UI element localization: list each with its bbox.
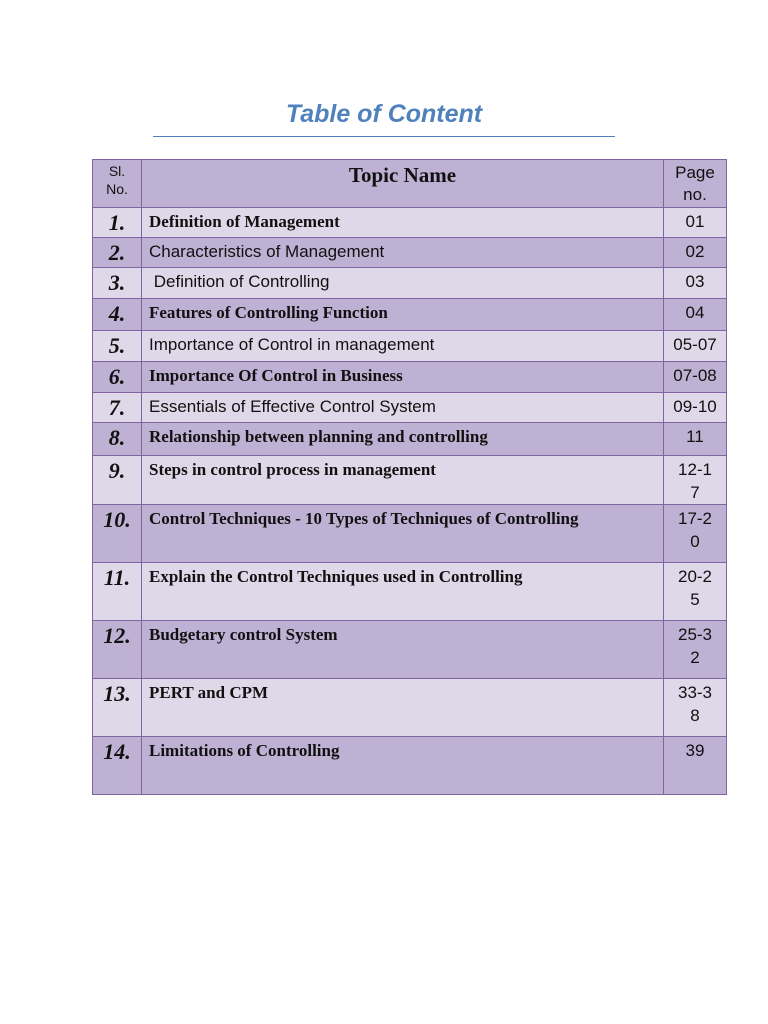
table-row bbox=[93, 393, 727, 423]
page-number: 11 bbox=[664, 423, 727, 456]
topic-name: Definition of Management bbox=[142, 208, 664, 238]
serial-number: 3. bbox=[93, 268, 142, 299]
topic-name: Characteristics of Management bbox=[142, 238, 664, 268]
table-row bbox=[93, 737, 727, 795]
table-row bbox=[93, 563, 727, 621]
serial-number: 5. bbox=[93, 331, 142, 362]
page-number: 05-07 bbox=[664, 331, 727, 362]
topic-name: Features of Controlling Function bbox=[142, 299, 664, 331]
topic-name: PERT and CPM bbox=[142, 679, 664, 737]
table-row bbox=[93, 331, 727, 362]
header-page-line2: no. bbox=[683, 185, 707, 204]
table-row bbox=[93, 268, 727, 299]
table-row bbox=[93, 423, 727, 456]
page-number: 02 bbox=[664, 238, 727, 268]
header-sl-line2: No. bbox=[106, 181, 128, 197]
serial-number: 13. bbox=[93, 679, 142, 737]
page-number: 03 bbox=[664, 268, 727, 299]
table-row bbox=[93, 362, 727, 393]
serial-number: 2. bbox=[93, 238, 142, 268]
serial-number: 8. bbox=[93, 423, 142, 456]
table-row bbox=[93, 208, 727, 238]
serial-number: 9. bbox=[93, 456, 142, 505]
table-row bbox=[93, 505, 727, 563]
header-sl-line1: Sl. bbox=[108, 163, 126, 179]
page-number: 09-10 bbox=[664, 393, 727, 423]
header-page-line1: Page bbox=[675, 163, 715, 182]
table-row bbox=[93, 456, 727, 505]
serial-number: 7. bbox=[93, 393, 142, 423]
topic-name: Control Techniques - 10 Types of Techniques of Controlling bbox=[142, 505, 664, 563]
topic-name: Importance Of Control in Business bbox=[142, 362, 664, 393]
topic-name: Relationship between planning and controlling bbox=[142, 423, 664, 456]
table-header-row bbox=[93, 160, 727, 208]
page-number: 33-38 bbox=[664, 679, 727, 737]
page-number: 20-25 bbox=[664, 563, 727, 621]
serial-number: 1. bbox=[93, 208, 142, 238]
page-number: 01 bbox=[664, 208, 727, 238]
page-number: 25-32 bbox=[664, 621, 727, 679]
page-number: 12-17 bbox=[664, 456, 727, 505]
topic-name: Limitations of Controlling bbox=[142, 737, 664, 795]
header-sl-cell bbox=[93, 160, 142, 208]
header-page-cell bbox=[664, 160, 727, 208]
serial-number: 11. bbox=[93, 563, 142, 621]
document-title: Table of Content bbox=[285, 100, 483, 128]
serial-number: 12. bbox=[93, 621, 142, 679]
table-row bbox=[93, 299, 727, 331]
topic-name: Budgetary control System bbox=[142, 621, 664, 679]
table-of-contents bbox=[92, 159, 727, 795]
page-number: 04 bbox=[664, 299, 727, 331]
serial-number: 4. bbox=[93, 299, 142, 331]
page-number: 17-20 bbox=[664, 505, 727, 563]
header-topic: Topic Name bbox=[348, 163, 457, 187]
serial-number: 6. bbox=[93, 362, 142, 393]
topic-name: Definition of Controlling bbox=[142, 268, 664, 299]
serial-number: 14. bbox=[93, 737, 142, 795]
page-number: 07-08 bbox=[664, 362, 727, 393]
topic-name: Explain the Control Techniques used in Controlling bbox=[142, 563, 664, 621]
topic-name: Importance of Control in management bbox=[142, 331, 664, 362]
header-topic-cell bbox=[142, 160, 664, 208]
title-underline bbox=[153, 136, 615, 137]
table-row bbox=[93, 238, 727, 268]
serial-number: 10. bbox=[93, 505, 142, 563]
table-row bbox=[93, 679, 727, 737]
topic-name: Essentials of Effective Control System bbox=[142, 393, 664, 423]
topic-name: Steps in control process in management bbox=[142, 456, 664, 505]
table-row bbox=[93, 621, 727, 679]
page-number: 39 bbox=[664, 737, 727, 795]
